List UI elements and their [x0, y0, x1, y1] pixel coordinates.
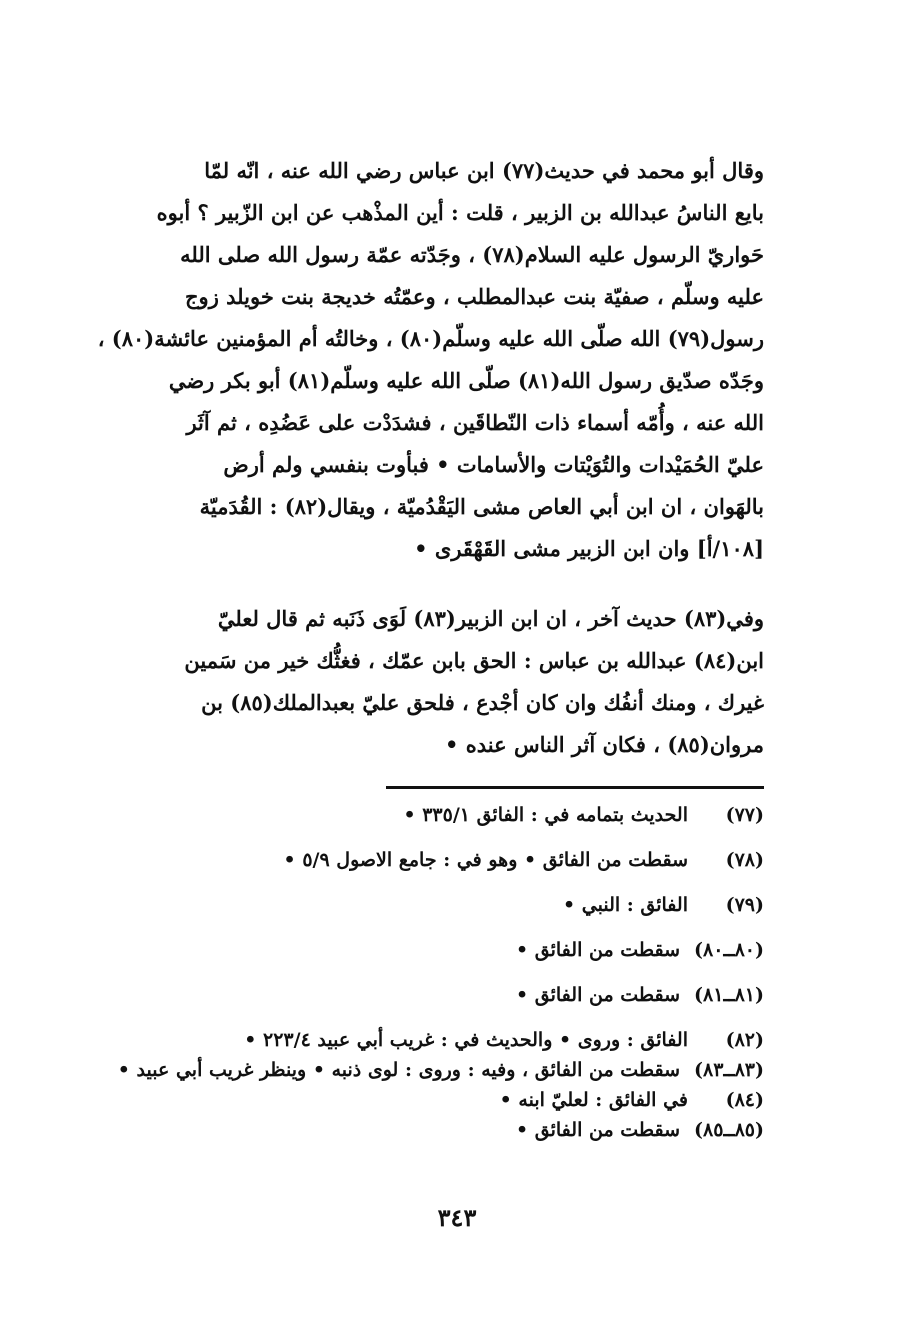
text-line: عليّ الحُمَيْدات والتُوَيْتات والأسامات • فبأوت بنفسي ولم أرض	[223, 452, 764, 477]
text-line: رسول(٧٩) الله صلّى الله عليه وسلّم(٨٠) ، وخالتُه أم المؤمنين عائشة(٨٠) ،	[97, 326, 764, 351]
page-number: ٣٤٣	[437, 1203, 477, 1232]
footnote-number: (٨٠ــ٨٠)	[694, 939, 764, 961]
footnote-number: (٨٤)	[725, 1089, 764, 1111]
footnote	[114, 1085, 764, 1115]
footnote-text: سقطت من الفائق ، وفيه : وروى : لوى ذنبه • وينظر غريب أبي عبيد •	[117, 1059, 681, 1081]
text-line: حَواريّ الرسول عليه السلام(٧٨) ، وجَدّته عمّة رسول الله صلى الله	[180, 242, 764, 267]
footnote-text: الحديث بتمامه في : الفائق ٣٣٥/١ •	[403, 804, 688, 826]
footnote-number: (٧٩)	[725, 894, 764, 916]
text-line: وجَدّه صدّيق رسول الله(٨١) صلّى الله عليه وسلّم(٨١) أبو بكر رضي	[168, 368, 764, 393]
footnote-text: في الفائق : لعليّ ابنه •	[499, 1089, 688, 1111]
footnote	[114, 980, 764, 1010]
text-line: الله عنه ، وأُمّه أسماء ذات النّطاقَين ، فشدَدْت على عَضُدِه ، ثم آثَر	[186, 410, 764, 435]
text-line: [١٠٨/أ] وان ابن الزبير مشى القَهْقَرى •	[414, 536, 764, 561]
footnote-text: سقطت من الفائق •	[516, 984, 681, 1006]
main-paragraph-1	[97, 150, 764, 570]
footnote-number: (٨٣ــ٨٣)	[694, 1059, 764, 1081]
text-line: وقال أبو محمد في حديث(٧٧) ابن عباس رضي الله عنه ، انّه لمّا	[204, 158, 764, 183]
footnote	[114, 1025, 764, 1055]
text-line: وفي(٨٣) حديث آخر ، ان ابن الزبير(٨٣) لَوَى ذَنَبه ثم قال لعليّ	[217, 606, 764, 631]
footnote-number: (٨١ــ٨١)	[694, 984, 764, 1006]
text-line: بايع الناسُ عبدالله بن الزبير ، قلت : أين المذْهب عن ابن الزّبير ؟ أبوه	[156, 200, 764, 225]
footnote	[114, 890, 764, 920]
footnote	[114, 845, 764, 875]
main-paragraph-2	[114, 598, 764, 766]
footnote-text: سقطت من الفائق • وهو في : جامع الاصول ٥/٩ •	[283, 849, 688, 871]
footnote	[114, 1115, 764, 1145]
footnote	[114, 800, 764, 830]
footnotes	[114, 800, 764, 1145]
text-line: بالهَوان ، ان ابن أبي العاص مشى اليَقْدُميّة ، ويقال(٨٢) : القُدَميّة	[199, 494, 764, 519]
footnote-number: (٧٨)	[725, 849, 764, 871]
footnote-text: الفائق : وروى • والحديث في : غريب أبي عبيد ٢٢٣/٤ •	[244, 1029, 688, 1051]
footnote-number: (٨٥ــ٨٥)	[694, 1119, 764, 1141]
text-line: ابن(٨٤) عبدالله بن عباس : الحق بابن عمّك ، فغثُّك خير من سَمين	[184, 648, 764, 673]
text-line: مروان(٨٥) ، فكان آثر الناس عنده •	[445, 732, 764, 757]
footnote-number: (٧٧)	[725, 804, 764, 826]
footnote-number: (٨٢)	[725, 1029, 764, 1051]
footnote-separator	[386, 786, 764, 789]
text-line: عليه وسلّم ، صفيّة بنت عبدالمطلب ، وعمّتُه خديجة بنت خويلد زوج	[185, 284, 764, 309]
footnote	[114, 935, 764, 965]
footnote-text: سقطت من الفائق •	[516, 939, 681, 961]
footnote-text: سقطت من الفائق •	[516, 1119, 681, 1141]
footnote-text: الفائق : النبي •	[563, 894, 688, 916]
footnote	[114, 1055, 764, 1085]
text-line: غيرك ، ومنك أنفُك وان كان أجْدع ، فلحق عليّ بعبدالملك(٨٥) بن	[201, 690, 764, 715]
